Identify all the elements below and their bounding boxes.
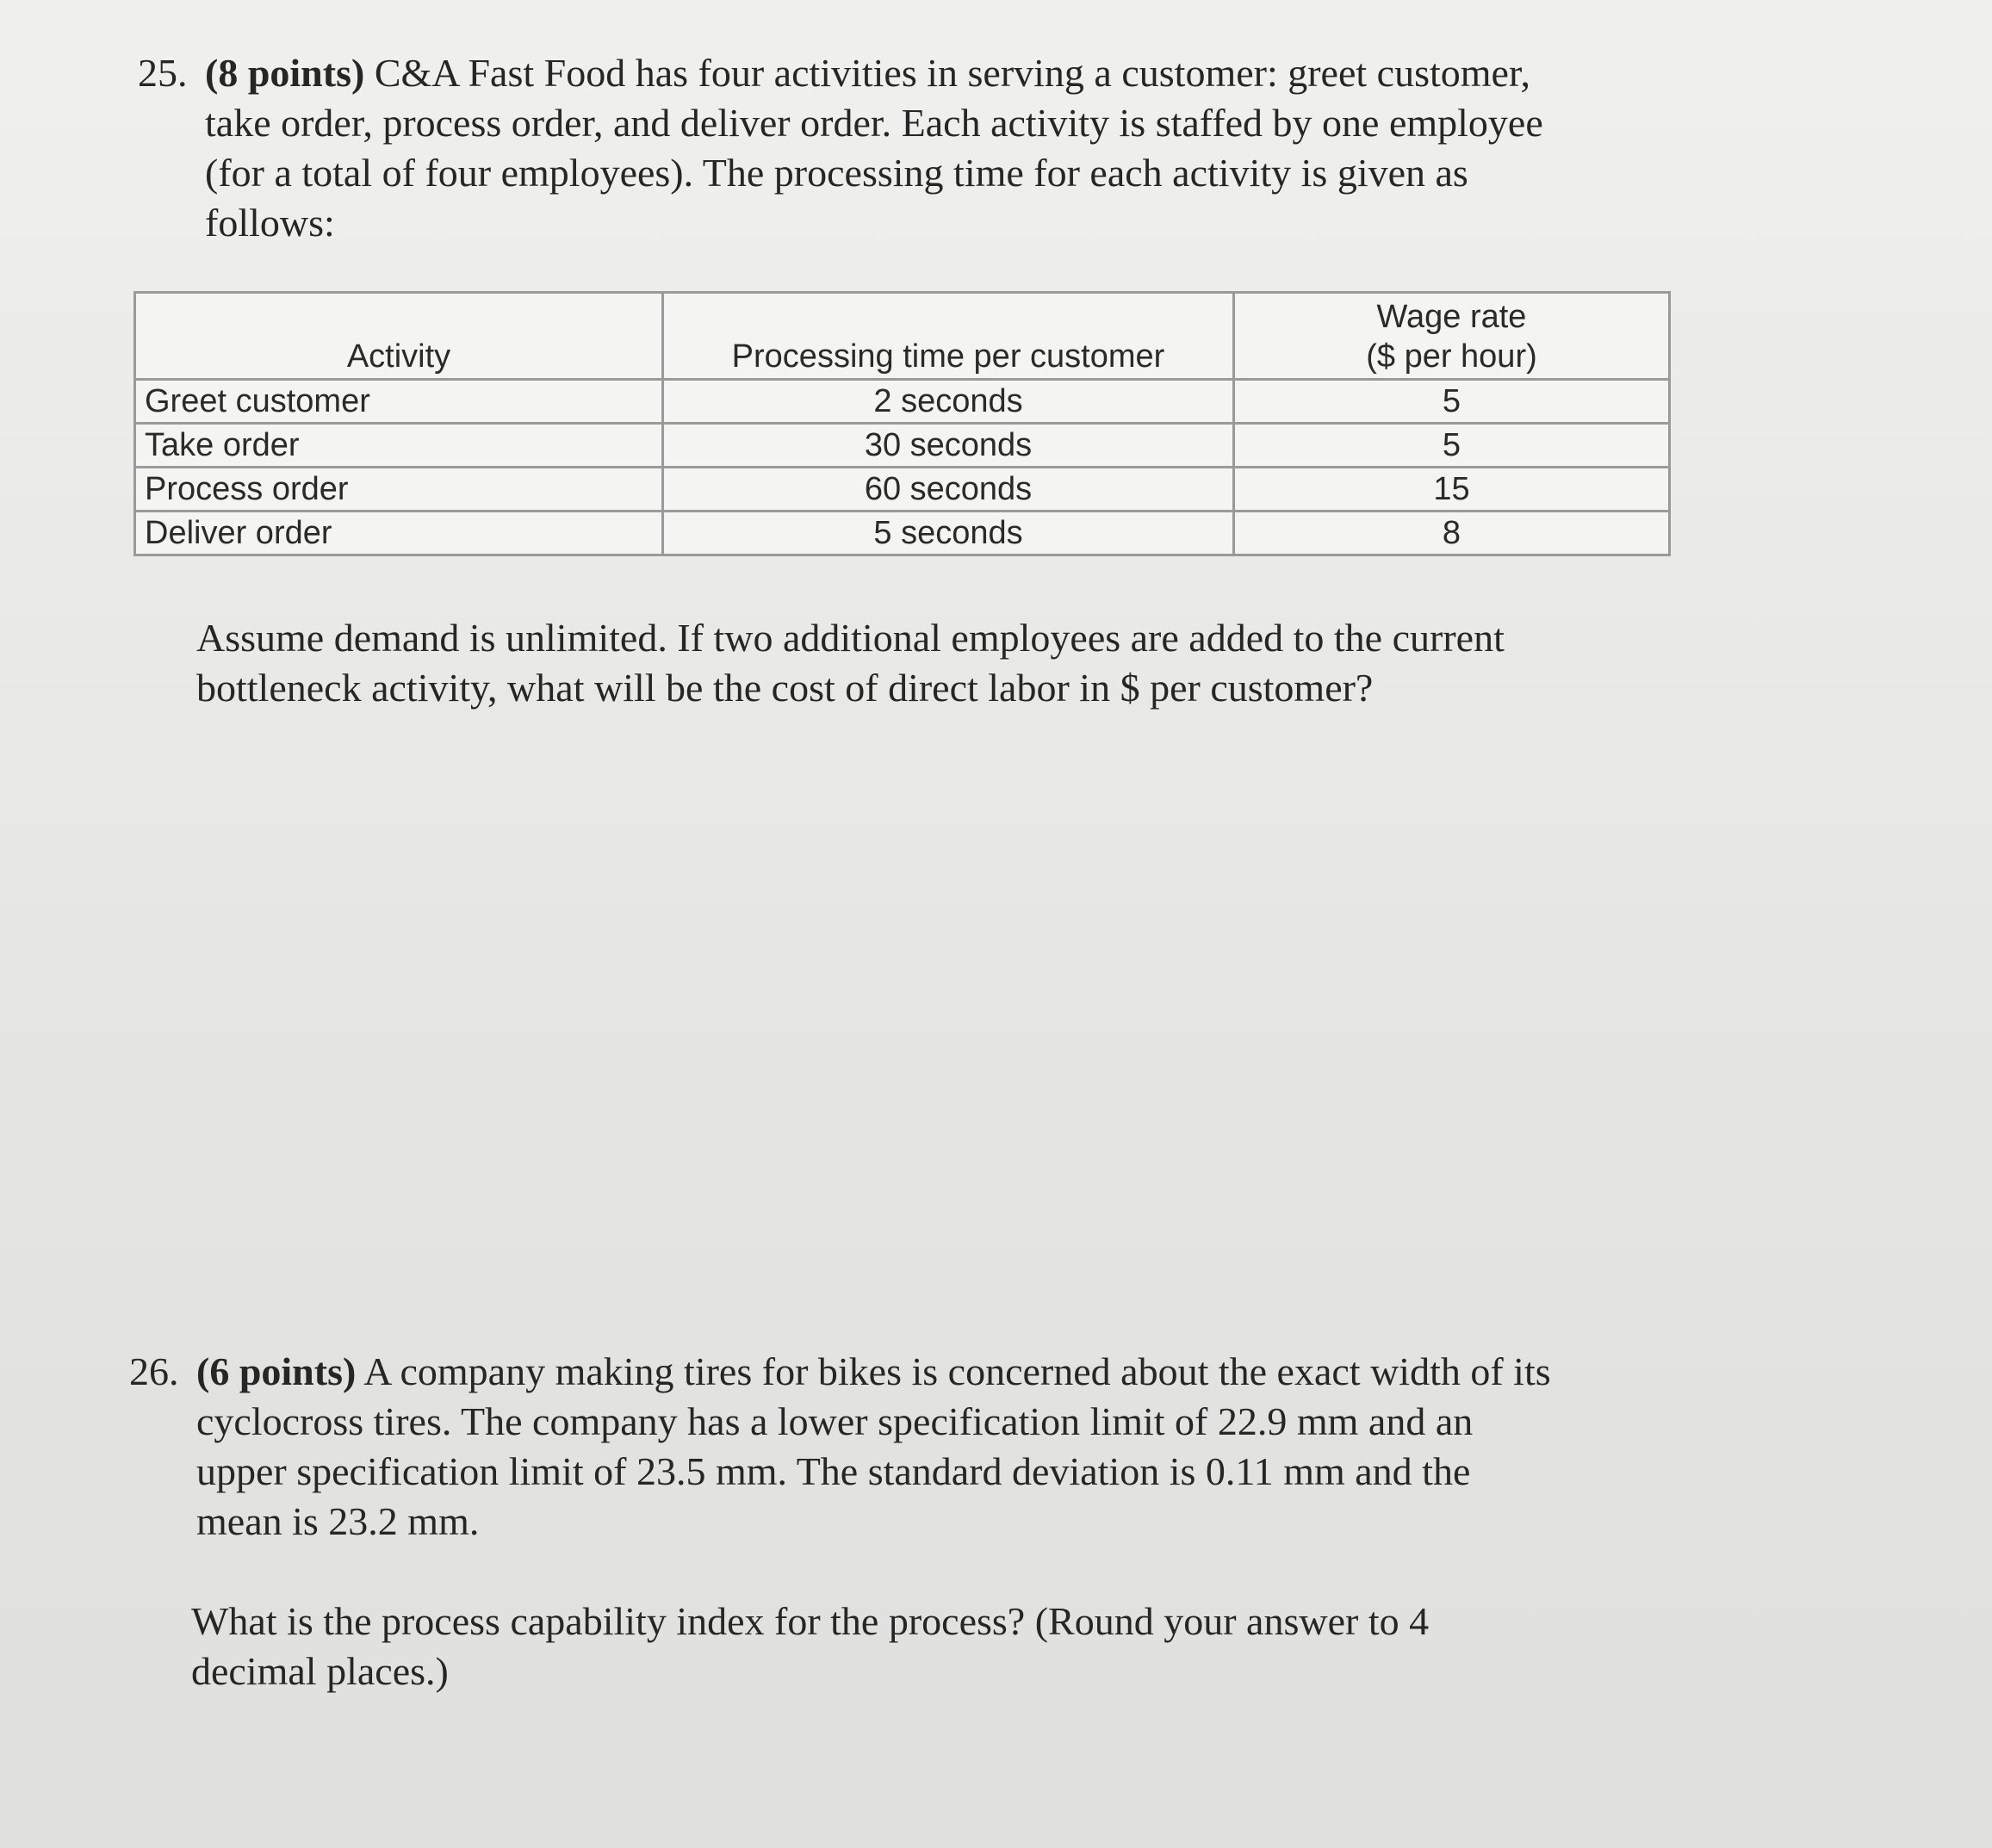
question-25-prompt (196, 613, 1505, 713)
activity-cell: Deliver order (135, 512, 663, 555)
wage-cell: 5 (1234, 424, 1670, 468)
header-activity: Activity (135, 293, 663, 380)
table-header-row (135, 293, 1670, 380)
question-26-number: 26. (129, 1349, 179, 1393)
question-25-intro (205, 48, 1543, 248)
activity-cell: Process order (135, 468, 663, 512)
question-25-line-3: (for a total of four employees). The processing time for each activity is given as (205, 151, 1468, 195)
question-25-prompt-line-2: bottleneck activity, what will be the cost of direct labor in $ per customer? (196, 666, 1374, 710)
question-26-line-1: (6 points) A company making tires for bikes is concerned about the exact width of its (196, 1349, 1551, 1393)
question-26-line-2: cyclocross tires. The company has a lower specification limit of 22.9 mm and an (196, 1399, 1474, 1443)
activity-table (133, 291, 1671, 556)
question-25-line-2: take order, process order, and deliver order. Each activity is staffed by one employee (205, 101, 1543, 145)
wage-cell: 5 (1234, 380, 1670, 424)
activity-cell: Take order (135, 424, 663, 468)
time-cell: 2 seconds (663, 380, 1234, 424)
question-25-points: (8 points) (205, 51, 365, 95)
question-25-line-1: (8 points) C&A Fast Food has four activities in serving a customer: greet customer, (205, 51, 1530, 95)
question-26-prompt-line-2: decimal places.) (191, 1649, 449, 1693)
question-25-prompt-line-1: Assume demand is unlimited. If two additional employees are added to the current (196, 616, 1505, 660)
header-processing-time: Processing time per customer (663, 293, 1234, 380)
table-row (135, 424, 1670, 468)
activity-cell: Greet customer (135, 380, 663, 424)
question-25-number: 25. (138, 51, 188, 95)
wage-cell: 8 (1234, 512, 1670, 555)
table-row (135, 512, 1670, 555)
table-row (135, 468, 1670, 512)
wage-cell: 15 (1234, 468, 1670, 512)
question-26-line-3: upper specification limit of 23.5 mm. The standard deviation is 0.11 mm and the (196, 1449, 1471, 1493)
table-row (135, 380, 1670, 424)
question-26-points: (6 points) (196, 1349, 357, 1393)
header-wage-rate: Wage rate ($ per hour) (1234, 293, 1670, 380)
question-26-prompt-line-1: What is the process capability index for the process? (Round your answer to 4 (191, 1599, 1430, 1643)
question-26-intro (196, 1347, 1551, 1547)
question-26-prompt (191, 1597, 1429, 1696)
question-26-line-4: mean is 23.2 mm. (196, 1499, 480, 1543)
time-cell: 60 seconds (663, 468, 1234, 512)
time-cell: 30 seconds (663, 424, 1234, 468)
question-25-line-4: follows: (205, 201, 335, 245)
time-cell: 5 seconds (663, 512, 1234, 555)
